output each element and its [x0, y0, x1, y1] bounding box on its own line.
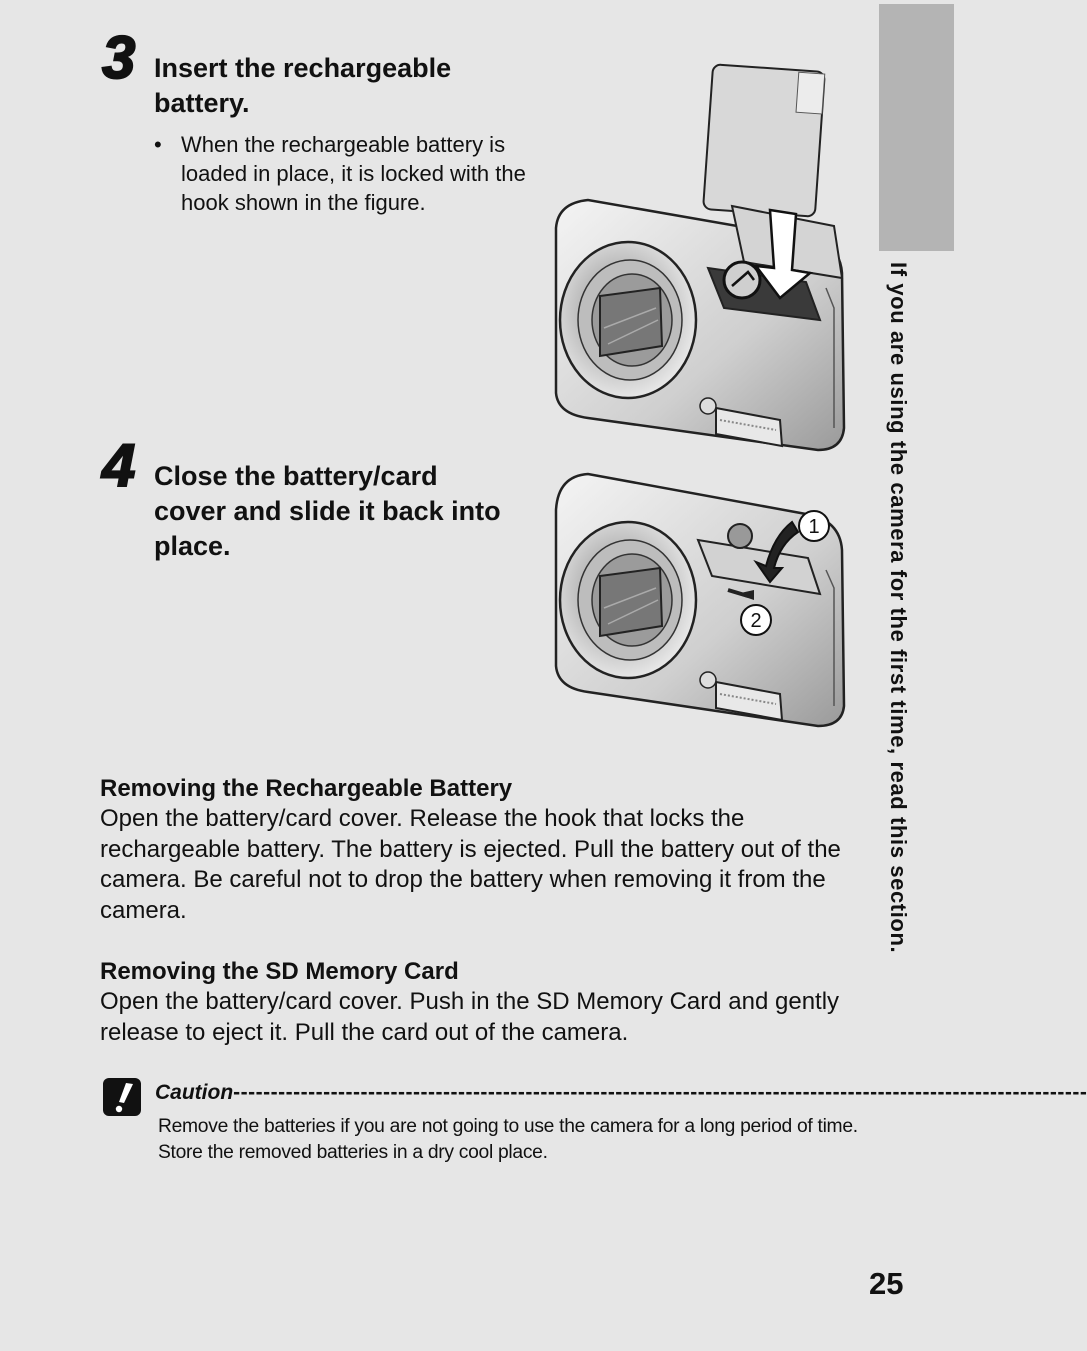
- step-3-digit: 3: [102, 24, 136, 91]
- step-4-title-line3: place.: [154, 531, 231, 561]
- caution-rule: ------------------------------------------------------------------------------------------------------------------: [233, 1081, 1087, 1104]
- section-body: Open the battery/card cover. Push in the SD Memory Card and gently release to eject it. Pull the card out of the camera.: [100, 988, 840, 1046]
- battery-insertion-figure: [548, 58, 854, 458]
- caution-icon: [102, 1077, 142, 1117]
- cover-closing-figure: [548, 470, 854, 732]
- step-4-number: [98, 432, 146, 499]
- step-3-number: [98, 24, 146, 91]
- section-body: Open the battery/card cover. Release the hook that locks the rechargeable battery. The battery is ejected. Pull the battery out of the camera. Be careful not to drop the battery when removing it from the camera.: [100, 805, 841, 924]
- bullet-dot: •: [154, 132, 162, 157]
- battery-shape: [703, 64, 825, 216]
- section-removing-battery: [100, 774, 860, 926]
- caution-heading: [155, 1081, 1087, 1105]
- side-tab-text: If you are using the camera for the first time, read this section.: [886, 262, 911, 954]
- step-4-title-line2: cover and slide it back into: [154, 496, 501, 526]
- step-3-bullet-text: When the rechargeable battery is loaded in place, it is locked with the hook shown in the figure.: [181, 132, 526, 215]
- caution-label: Caution: [155, 1081, 234, 1104]
- step-4-title-line1: Close the battery/card: [154, 461, 438, 491]
- section-heading: Removing the Rechargeable Battery: [100, 775, 513, 802]
- section-heading: Removing the SD Memory Card: [100, 958, 459, 985]
- section-removing-sd-card: [100, 957, 860, 1048]
- marker-2-label: 2: [750, 610, 762, 632]
- marker-1-label: 1: [808, 516, 820, 538]
- page-number: 25: [869, 1266, 904, 1301]
- step-3-title: [154, 51, 451, 121]
- step-4-title: [154, 459, 501, 564]
- section-tab-block: [879, 4, 954, 251]
- step-3-title-line2: battery.: [154, 88, 250, 118]
- step-3-title-line1: Insert the rechargeable: [154, 53, 452, 83]
- step-4-digit: 4: [102, 432, 136, 499]
- caution-text: Remove the batteries if you are not going to use the camera for a long period of time. Store the removed batteries in a dry cool place.: [158, 1116, 858, 1163]
